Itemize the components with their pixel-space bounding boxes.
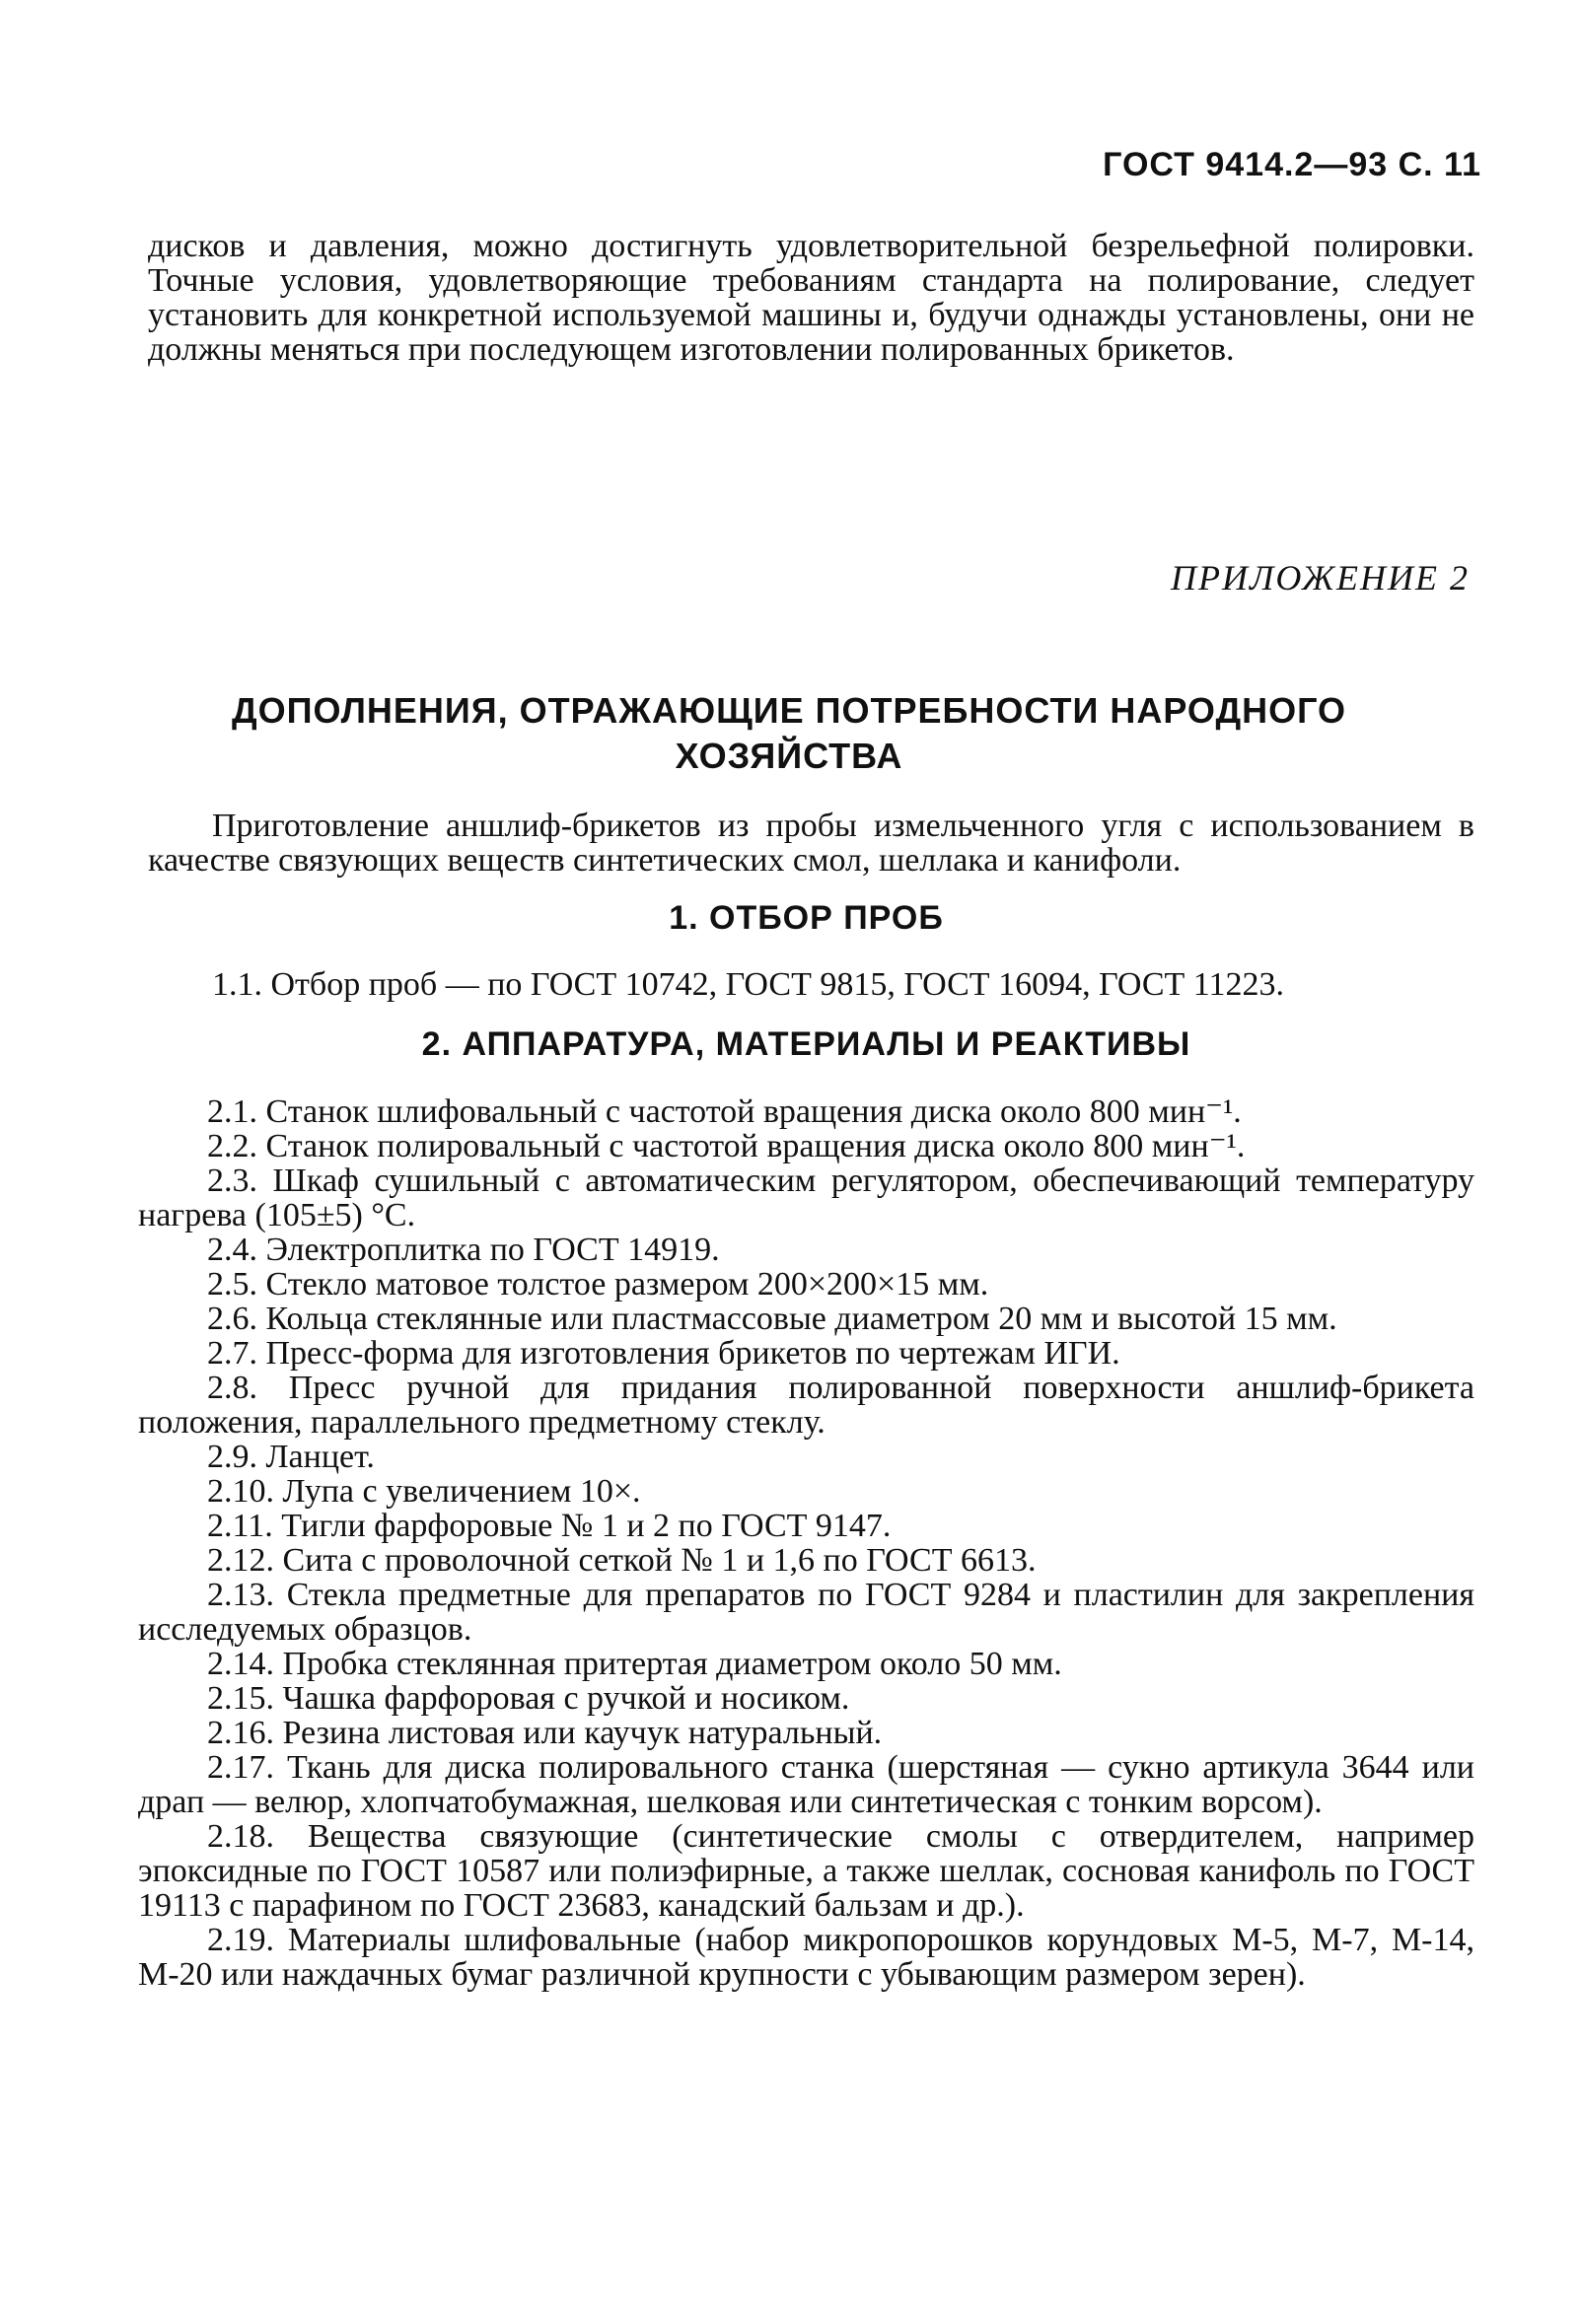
list-item: 2.17. Ткань для диска полировального станка (шерстяная — сукно артикула 3644 или драп — велюр, хлопчатобумажная, шелковая или синтетическая с тонким ворсом). [138, 1749, 1474, 1820]
title-line-1: ДОПОЛНЕНИЯ, ОТРАЖАЮЩИЕ ПОТРЕБНОСТИ НАРОДНОГО [231, 690, 1347, 731]
list-item: 2.19. Материалы шлифовальные (набор микропорошков корундовых М-5, М-7, М-14, М-20 или наждачных бумаг различной крупности с убывающим размером зерен). [138, 1922, 1474, 1993]
title-line-2: ХОЗЯЙСТВА [675, 736, 903, 776]
list-item: 2.18. Вещества связующие (синтетические смолы с отвердителем, например эпоксидные по ГОСТ 10587 или полиэфирные, а также шеллак, сосновая канифоль по ГОСТ 19113 с парафином по ГОСТ 23683, канадский бальзам и др.). [138, 1818, 1474, 1924]
list-item: 2.15. Чашка фарфоровая с ручкой и носиком. [207, 1680, 850, 1717]
list-item: 2.14. Пробка стеклянная притертая диаметром около 50 мм. [207, 1646, 1062, 1682]
list-item: 2.10. Лупа с увеличением 10×. [207, 1473, 641, 1510]
appendix-title [197, 688, 1381, 779]
lead-paragraph: Приготовление аншлиф-брикетов из пробы измельченного угля с использованием в качестве связующих веществ синтетических смол, шеллака и канифоли. [148, 808, 1474, 879]
list-item: 2.8. Пресс ручной для придания полированной поверхности аншлиф-брикета положения, параллельного предметному стеклу. [138, 1370, 1474, 1441]
section-2-heading: 2. АППАРАТУРА, МАТЕРИАЛЫ И РЕАКТИВЫ [421, 1025, 1191, 1063]
list-item: 2.2. Станок полировальный с частотой вращения диска около 800 мин⁻¹. [207, 1128, 1246, 1164]
list-item: 2.11. Тигли фарфоровые № 1 и 2 по ГОСТ 9147. [207, 1508, 892, 1544]
list-item: 2.5. Стекло матовое толстое размером 200×200×15 мм. [207, 1266, 989, 1303]
page-header: ГОСТ 9414.2—93 С. 11 [1103, 146, 1481, 183]
intro-paragraph: дисков и давления, можно достигнуть удовлетворительной безрельефной полировки. Точные условия, удовлетворяющие требованиям стандарта на полирование, следует установить для конкретной используемой машины и, будучи однажды установлены, они не должны меняться при последующем изготовлении полированных брикетов. [148, 228, 1474, 368]
list-item: 2.16. Резина листовая или каучук натуральный. [207, 1715, 883, 1751]
equipment-list [138, 1094, 1474, 1992]
list-item: 2.3. Шкаф сушильный с автоматическим регулятором, обеспечивающий температуру нагрева (105±5) °С. [138, 1162, 1474, 1233]
section-1-text: 1.1. Отбор проб — по ГОСТ 10742, ГОСТ 9815, ГОСТ 16094, ГОСТ 11223. [212, 966, 1285, 1003]
list-item: 2.6. Кольца стеклянные или пластмассовые диаметром 20 мм и высотой 15 мм. [207, 1301, 1337, 1337]
appendix-label: ПРИЛОЖЕНИЕ 2 [1171, 558, 1470, 598]
list-item: 2.7. Пресс-форма для изготовления брикетов по чертежам ИГИ. [207, 1335, 1120, 1372]
section-1-heading: 1. ОТБОР ПРОБ [669, 899, 944, 937]
list-item: 2.12. Сита с проволочной сеткой № 1 и 1,6 по ГОСТ 6613. [207, 1542, 1037, 1579]
list-item: 2.13. Стекла предметные для препаратов по ГОСТ 9284 и пластилин для закрепления исследуемых образцов. [138, 1577, 1474, 1648]
list-item: 2.9. Ланцет. [207, 1439, 375, 1475]
list-item: 2.4. Электроплитка по ГОСТ 14919. [207, 1232, 720, 1268]
list-item: 2.1. Станок шлифовальный с частотой вращения диска около 800 мин⁻¹. [207, 1093, 1242, 1130]
